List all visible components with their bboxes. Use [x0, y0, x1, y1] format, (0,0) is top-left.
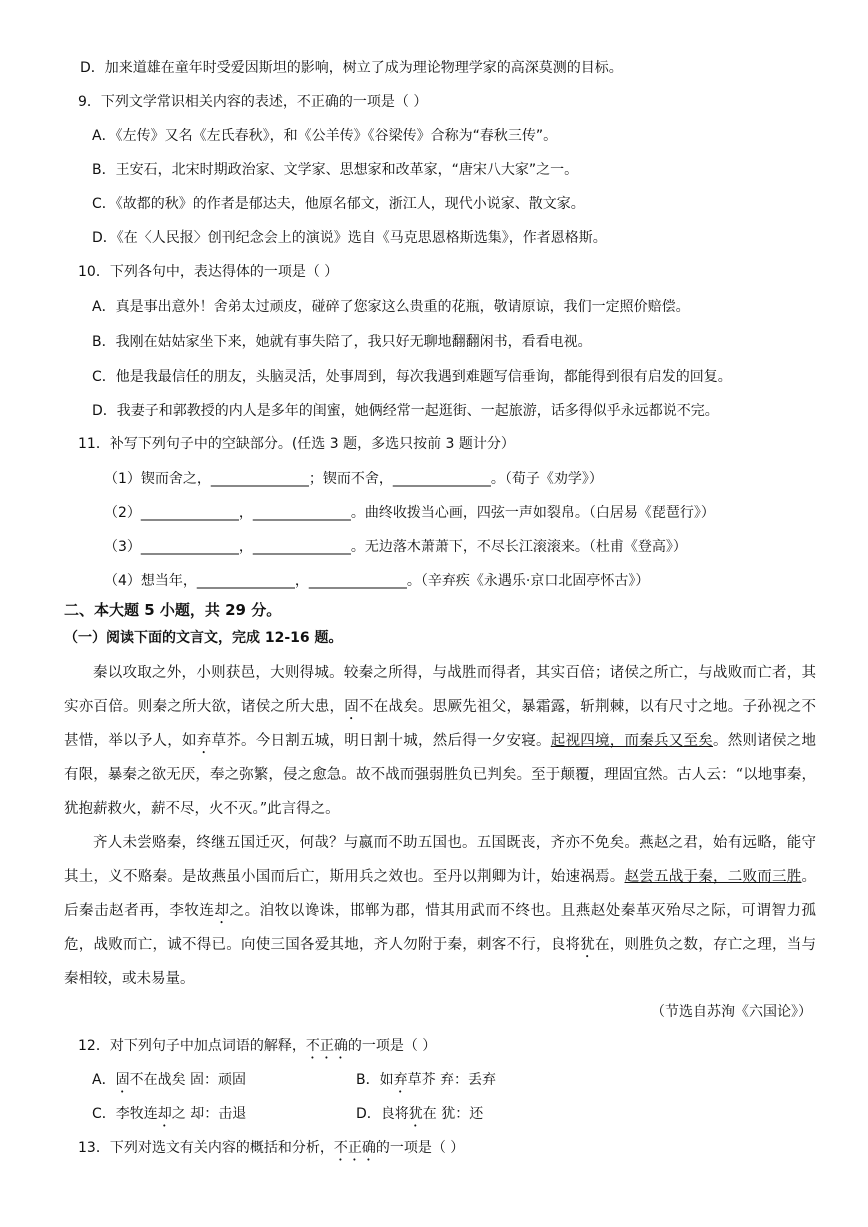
passage-paragraph-2	[64, 826, 816, 996]
dotted-word: 固	[344, 699, 359, 715]
q10-option-a: A．真是事出意外！舍弟太过顽皮，碰碎了您家这么贵重的花瓶，敬请原谅，我们一定照价赔偿。	[92, 299, 690, 315]
dotted-word: 固	[115, 1072, 130, 1088]
passage-paragraph-1	[64, 656, 816, 826]
dotted-word: 不正确	[333, 1140, 376, 1156]
q10-option-c: C．他是我最信任的朋友，头脑灵活，处事周到，每次我遇到难题写信垂询，都能得到很有启发的回复。	[92, 369, 732, 385]
passage-text: 秦以攻取之外，小则获邑，大则得城。较秦之所得，与战胜而得者，其实百倍；诸侯之所亡，与战败而亡者，其实亦百倍。则秦之所大欲，诸侯之所大患，	[64, 665, 816, 715]
q10-option-b: B．我刚在姑姑家坐下来，她就有事失陪了，我只好无聊地翻翻闲书，看看电视。	[92, 334, 592, 350]
passage-text: 草芥。今日割五城，明日割十城，然后得一夕安寝。	[211, 733, 551, 749]
passage-text: 在，则胜负之数，存亡之理，当与秦相较，或未易量。	[64, 937, 816, 987]
section-2-subheading: （一）阅读下面的文言文，完成 12-16 题。	[64, 630, 343, 646]
passage-text: 。然则诸侯之地有限，暴秦之欲无厌，奉之弥繁，侵之愈急。故不战而强弱胜负已判矣。至于颠覆，理固宜然。古人云：“以地事秦，犹抱薪救火，薪不尽，火不灭。”此言得之。	[64, 733, 816, 817]
dotted-word: 弃	[196, 733, 212, 749]
q12-option-c	[92, 1104, 246, 1130]
q12-stem-text: 的一项是（ ）	[347, 1038, 437, 1054]
dotted-word: 不正确	[305, 1038, 348, 1054]
q12-option-a	[92, 1070, 246, 1096]
passage-text: 之。洎牧以谗诛，邯郸为郡，惜其用武而不终也。且燕赵处秦革灭殆尽之际，可谓智力孤危，战败而亡，诚不得已。向使三国各爱其地，齐人勿附于秦，刺客不行，良将	[64, 903, 817, 953]
dotted-word: 却	[214, 903, 230, 919]
q12-stem-text: 12．对下列句子中加点词语的解释，	[78, 1038, 306, 1054]
q11-item-4: （4）想当年，______________，______________。（辛弃疾《永遇乐·京口北固亭怀古》）	[104, 573, 650, 589]
passage-source: （节选自苏洵《六国论》）	[651, 1004, 812, 1020]
dotted-word: 却	[157, 1106, 172, 1122]
q9-option-c: C．《故都的秋》的作者是郁达夫，他原名郁文，浙江人，现代小说家、散文家。	[92, 196, 585, 212]
q12-stem	[78, 1036, 436, 1062]
q10-option-d: D．我妻子和郭教授的内人是多年的闺蜜，她俩经常一起逛街、一起旅游，话多得似乎永远都说不完。	[92, 403, 719, 419]
q12-option-d	[356, 1104, 483, 1130]
underlined-sentence: 赵尝五战于秦，二败而三胜	[624, 869, 802, 885]
q9-option-d: D．《在〈人民报〉创刊纪念会上的演说》选自《马克思恩格斯选集》，作者恩格斯。	[92, 230, 607, 246]
option-text: 草芥 弃：丢弃	[407, 1072, 497, 1088]
option-label: D．良将	[356, 1106, 409, 1122]
option-text: 不在战矣 固：顽固	[129, 1072, 247, 1088]
q13-stem	[78, 1138, 464, 1164]
q9-option-a: A．《左传》又名《左氏春秋》，和《公羊传》《谷梁传》合称为“春秋三传”。	[92, 128, 558, 144]
option-label: A．	[92, 1072, 116, 1088]
option-label: B．如	[356, 1072, 394, 1088]
option-text: 在 犹：还	[422, 1106, 484, 1122]
q11-item-2: （2）______________，______________。曲终收拨当心画，四弦一声如裂帛。（白居易《琵琶行》）	[104, 505, 715, 521]
option-label: C．李牧连	[92, 1106, 158, 1122]
q9-option-b: B．王安石，北宋时期政治家、文学家、思想家和改革家，“唐宋八大家”之一。	[92, 162, 579, 178]
option-text: 之 却：击退	[171, 1106, 247, 1122]
q11-item-3: （3）______________，______________。无边落木萧萧下，不尽长江滚滚来。（杜甫《登高》）	[104, 539, 687, 555]
q11-stem: 11．补写下列句子中的空缺部分。(任选 3 题，多选只按前 3 题计分）	[78, 436, 515, 452]
dotted-word: 犹	[408, 1106, 423, 1122]
dotted-word: 弃	[393, 1072, 408, 1088]
underlined-sentence: 起视四境，而秦兵又至矣	[550, 733, 713, 749]
q13-stem-text: 的一项是（ ）	[375, 1140, 465, 1156]
dotted-word: 犹	[580, 937, 595, 953]
passage-text: 。后秦击赵者再，李牧连	[64, 869, 816, 919]
q8-option-d: D．加来道雄在童年时受爱因斯坦的影响，树立了成为理论物理学家的高深莫测的目标。	[80, 60, 623, 76]
q12-option-b	[356, 1070, 496, 1096]
passage-text: 不在战矣。思厥先祖父，暴霜露，斩荆棘，以有尺寸之地。子孙视之不甚惜，举以予人，如	[64, 699, 816, 749]
passage-text: 齐人未尝赂秦，终继五国迁灭，何哉？与嬴而不助五国也。五国既丧，齐亦不免矣。燕赵之君，始有远略，能守其土，义不赂秦。是故燕虽小国而后亡，斯用兵之效也。至丹以荆卿为计，始速祸焉。	[64, 835, 816, 885]
q13-stem-text: 13．下列对选文有关内容的概括和分析，	[78, 1140, 334, 1156]
q9-stem: 9．下列文学常识相关内容的表述，不正确的一项是（ ）	[78, 94, 428, 110]
section-2-heading: 二、本大题 5 小题，共 29 分。	[64, 601, 282, 619]
q11-item-1: （1）锲而舍之，______________；锲而不舍，______________。（荀子《劝学》）	[104, 471, 603, 487]
q10-stem: 10．下列各句中，表达得体的一项是（ ）	[78, 264, 339, 280]
